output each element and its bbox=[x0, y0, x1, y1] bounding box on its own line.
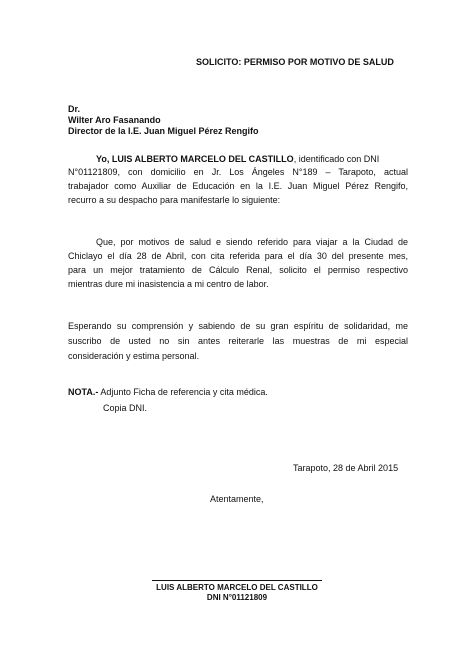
intro-suffix: , identificado con DNI bbox=[293, 154, 380, 164]
recipient-role: Director de la I.E. Juan Miguel Pérez Rengifo bbox=[68, 126, 259, 136]
closing-salutation: Atentamente, bbox=[210, 494, 264, 504]
paragraph-closing-line-2: suscribo de usted no sin antes reiterarle las muestras de mi especial bbox=[68, 336, 408, 346]
intro-prefix: Yo, bbox=[96, 154, 112, 164]
paragraph-request-line-2: Chiclayo el día 28 de Abril, con cita referida para el día 30 del presente mes, bbox=[68, 251, 408, 261]
note-line-1 bbox=[68, 386, 268, 398]
paragraph-intro-line-2: N°01121809, con domicilio en Jr. Los Ángeles N°189 – Tarapoto, actual bbox=[68, 167, 408, 177]
paragraph-intro-line-1 bbox=[96, 153, 408, 165]
place-date: Tarapoto, 28 de Abril 2015 bbox=[293, 463, 399, 473]
paragraph-request-line-4: mientras dure mi inasistencia a mi centro de labor. bbox=[68, 279, 269, 289]
paragraph-intro-line-3: trabajador como Auxiliar de Educación en la I.E. Juan Miguel Pérez Rengifo, bbox=[68, 181, 408, 191]
signature-dni: DNI N°01121809 bbox=[206, 593, 268, 602]
recipient-salutation: Dr. bbox=[68, 104, 81, 114]
paragraph-request-line-1: Que, por motivos de salud e siendo referido para viajar a la Ciudad de bbox=[96, 237, 408, 247]
paragraph-closing-line-3: consideración y estima personal. bbox=[68, 351, 200, 361]
applicant-name: LUIS ALBERTO MARCELO DEL CASTILLO bbox=[111, 154, 294, 164]
signature-name: LUIS ALBERTO MARCELO DEL CASTILLO bbox=[156, 583, 318, 592]
signature-line bbox=[152, 580, 322, 581]
subject-line: SOLICITO: PERMISO POR MOTIVO DE SALUD bbox=[196, 57, 394, 67]
note-label: NOTA.- bbox=[68, 387, 99, 397]
recipient-name: Wilter Aro Fasanando bbox=[68, 115, 161, 125]
paragraph-request-line-3: para un mejor tratamiento de Cálculo Renal, solicito el permiso respectivo bbox=[68, 265, 408, 275]
paragraph-closing-line-1: Esperando su comprensión y sabiendo de su gran espíritu de solidaridad, me bbox=[68, 321, 408, 331]
note-line-2: Copia DNI. bbox=[103, 403, 148, 413]
note-text: Adjunto Ficha de referencia y cita médica. bbox=[98, 387, 268, 397]
paragraph-intro-line-4: recurro a su despacho para manifestarle lo siguiente: bbox=[68, 195, 281, 205]
